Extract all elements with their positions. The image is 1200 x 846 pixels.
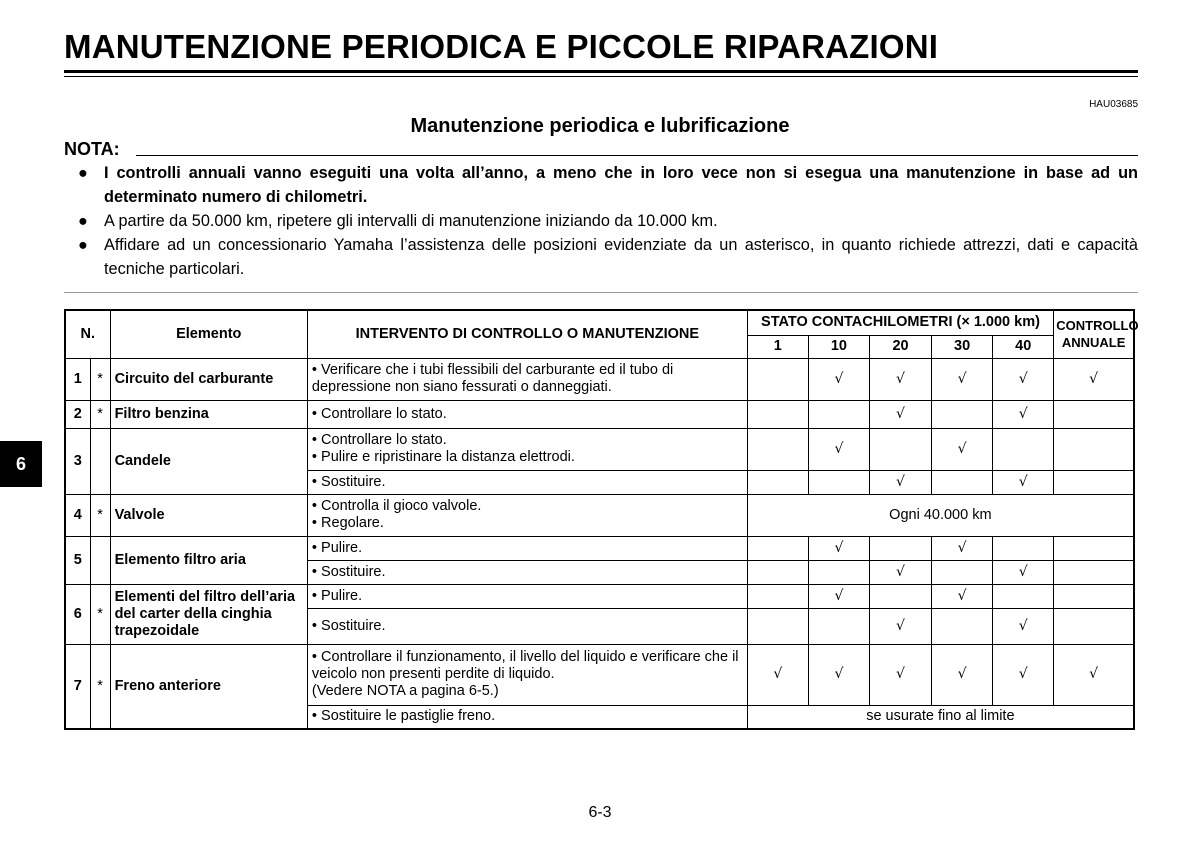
check-mark-icon: √ — [1018, 405, 1028, 422]
row-element: Elementi del filtro dell’aria del carter della cinghia trapezoidale — [110, 584, 307, 644]
bullet-icon: ● — [78, 236, 88, 254]
row-element: Filtro benzina — [110, 400, 307, 428]
bullet-icon: ● — [78, 164, 88, 182]
check-mark-icon: √ — [1018, 617, 1028, 634]
check-cell — [808, 470, 869, 494]
check-cell — [993, 560, 1054, 584]
check-cell — [869, 560, 931, 584]
row-action: • Controllare lo stato. • Pulire e ripristinare la distanza elettrodi. — [307, 428, 747, 470]
nota-item-text: A partire da 50.000 km, ripetere gli intervalli di manutenzione iniziando da 10.000 km. — [104, 212, 718, 230]
check-cell — [1054, 358, 1134, 400]
check-cell — [808, 608, 869, 644]
check-cell — [747, 584, 808, 608]
interval-note: se usurate fino al limite — [747, 705, 1134, 729]
check-mark-icon: √ — [1089, 666, 1099, 682]
check-cell — [932, 358, 993, 400]
check-mark-icon: √ — [834, 666, 844, 682]
header-interval: 30 — [932, 335, 993, 358]
check-mark-icon: √ — [1089, 370, 1099, 387]
nota-rule — [136, 155, 1138, 156]
header-rule-thin — [64, 76, 1138, 77]
check-mark-icon: √ — [834, 370, 844, 387]
check-cell — [808, 644, 869, 705]
check-mark-icon: √ — [957, 587, 967, 604]
header-odometer: STATO CONTACHILOMETRI (× 1.000 km) — [747, 310, 1054, 335]
check-cell — [747, 560, 808, 584]
header-interval: 40 — [993, 335, 1054, 358]
row-element: Valvole — [110, 494, 307, 536]
check-cell — [808, 536, 869, 560]
header-rule-thick — [64, 70, 1138, 73]
check-mark-icon: √ — [834, 539, 844, 556]
nota-label: NOTA: — [64, 139, 120, 159]
row-element: Freno anteriore — [110, 644, 307, 729]
nota-item — [64, 209, 1138, 233]
row-action: • Sostituire. — [307, 608, 747, 644]
row-asterisk: * — [90, 584, 110, 644]
check-mark-icon: √ — [1018, 370, 1028, 387]
row-number: 5 — [65, 536, 90, 584]
check-cell — [1054, 470, 1134, 494]
row-action: • Sostituire. — [307, 470, 747, 494]
row-element: Circuito del carburante — [110, 358, 307, 400]
row-asterisk — [90, 428, 110, 494]
check-cell — [747, 358, 808, 400]
interval-note: Ogni 40.000 km — [747, 494, 1134, 536]
check-cell — [1054, 644, 1134, 705]
row-action: • Verificare che i tubi flessibili del carburante ed il tubo di depressione non siano fessurati o danneggiati. — [307, 358, 747, 400]
check-mark-icon: √ — [834, 440, 844, 457]
table-row — [65, 644, 1134, 705]
check-mark-icon: √ — [773, 666, 783, 682]
check-cell — [808, 584, 869, 608]
table-row — [65, 400, 1134, 428]
nota-list — [64, 161, 1138, 281]
check-cell — [993, 428, 1054, 470]
check-cell — [808, 560, 869, 584]
check-cell — [993, 400, 1054, 428]
check-cell — [1054, 400, 1134, 428]
page-number: 6-3 — [588, 804, 612, 821]
header-num: N. — [65, 310, 110, 358]
nota-item — [64, 161, 1138, 209]
check-cell — [993, 536, 1054, 560]
check-cell — [869, 470, 931, 494]
nota-item-text: I controlli annuali vanno eseguiti una volta all’anno, a meno che in loro vece non si esegua una manutenzione in base ad un determinato numero di chilometri. — [104, 164, 1138, 206]
check-mark-icon: √ — [896, 370, 905, 387]
row-action: • Pulire. — [307, 584, 747, 608]
row-asterisk: * — [90, 400, 110, 428]
table-row — [65, 494, 1134, 536]
header-annual: CONTROLLO ANNUALE — [1054, 310, 1134, 358]
check-mark-icon: √ — [957, 440, 967, 457]
check-cell — [932, 400, 993, 428]
check-cell — [747, 608, 808, 644]
section-divider — [64, 292, 1138, 293]
check-cell — [747, 536, 808, 560]
nota-item-text: Affidare ad un concessionario Yamaha l’assistenza delle posizioni evidenziate da un asterisco, in quanto richiede attrezzi, dati e capacità tecniche particolari. — [104, 236, 1138, 278]
check-cell — [993, 644, 1054, 705]
header-action: INTERVENTO DI CONTROLLO O MANUTENZIONE — [307, 310, 747, 358]
check-mark-icon: √ — [896, 405, 905, 422]
row-action: • Pulire. — [307, 536, 747, 560]
row-asterisk: * — [90, 644, 110, 729]
row-action: • Controlla il gioco valvole. • Regolare. — [307, 494, 747, 536]
row-asterisk: * — [90, 358, 110, 400]
check-cell — [869, 358, 931, 400]
table-row — [65, 358, 1134, 400]
check-cell — [808, 358, 869, 400]
check-cell — [1054, 560, 1134, 584]
check-cell — [808, 428, 869, 470]
check-cell — [869, 536, 931, 560]
bullet-icon: ● — [78, 212, 88, 230]
check-cell — [932, 470, 993, 494]
header-element: Elemento — [110, 310, 307, 358]
header-interval: 1 — [747, 335, 808, 358]
check-cell — [993, 358, 1054, 400]
maintenance-table — [64, 309, 1139, 730]
check-cell — [808, 400, 869, 428]
check-mark-icon: √ — [957, 539, 967, 556]
check-cell — [932, 644, 993, 705]
check-cell — [747, 470, 808, 494]
check-mark-icon: √ — [896, 666, 905, 682]
row-number: 6 — [65, 584, 90, 644]
check-mark-icon: √ — [834, 587, 844, 604]
check-cell — [993, 608, 1054, 644]
check-cell — [1054, 536, 1134, 560]
check-cell — [1054, 584, 1134, 608]
check-cell — [1054, 608, 1134, 644]
table-row — [65, 428, 1134, 470]
row-action: • Controllare lo stato. — [307, 400, 747, 428]
row-number: 4 — [65, 494, 90, 536]
header-interval: 20 — [869, 335, 931, 358]
check-mark-icon: √ — [1018, 666, 1028, 682]
check-mark-icon: √ — [957, 666, 967, 682]
check-cell — [869, 584, 931, 608]
document-code: HAU03685 — [1089, 99, 1138, 110]
row-asterisk: * — [90, 494, 110, 536]
check-cell — [869, 644, 931, 705]
check-cell — [747, 428, 808, 470]
check-mark-icon: √ — [957, 370, 967, 387]
row-asterisk — [90, 536, 110, 584]
check-cell — [747, 644, 808, 705]
check-mark-icon: √ — [1018, 473, 1028, 490]
row-number: 3 — [65, 428, 90, 494]
row-number: 1 — [65, 358, 90, 400]
check-cell — [932, 584, 993, 608]
row-action: • Sostituire. — [307, 560, 747, 584]
check-mark-icon: √ — [1018, 563, 1028, 580]
table-row — [65, 536, 1134, 560]
check-cell — [932, 608, 993, 644]
header-interval: 10 — [808, 335, 869, 358]
check-cell — [869, 428, 931, 470]
row-action: • Controllare il funzionamento, il livello del liquido e verificare che il veicolo non presenti perdite di liquido. (Vedere NOTA a pagina 6-5.) — [307, 644, 747, 705]
chapter-tab: 6 — [0, 441, 42, 487]
check-cell — [869, 608, 931, 644]
check-cell — [993, 584, 1054, 608]
check-cell — [932, 428, 993, 470]
check-cell — [993, 470, 1054, 494]
row-action: • Sostituire le pastiglie freno. — [307, 705, 747, 729]
page-title: MANUTENZIONE PERIODICA E PICCOLE RIPARAZIONI — [64, 28, 939, 65]
row-element: Elemento filtro aria — [110, 536, 307, 584]
section-title: Manutenzione periodica e lubrificazione — [410, 115, 790, 137]
check-mark-icon: √ — [896, 563, 905, 580]
check-mark-icon: √ — [896, 617, 905, 634]
row-number: 7 — [65, 644, 90, 729]
table-row — [65, 584, 1134, 608]
row-number: 2 — [65, 400, 90, 428]
nota-item — [64, 233, 1138, 281]
check-cell — [869, 400, 931, 428]
check-cell — [747, 400, 808, 428]
check-cell — [932, 536, 993, 560]
check-cell — [1054, 428, 1134, 470]
check-mark-icon: √ — [896, 473, 905, 490]
check-cell — [932, 560, 993, 584]
row-element: Candele — [110, 428, 307, 494]
